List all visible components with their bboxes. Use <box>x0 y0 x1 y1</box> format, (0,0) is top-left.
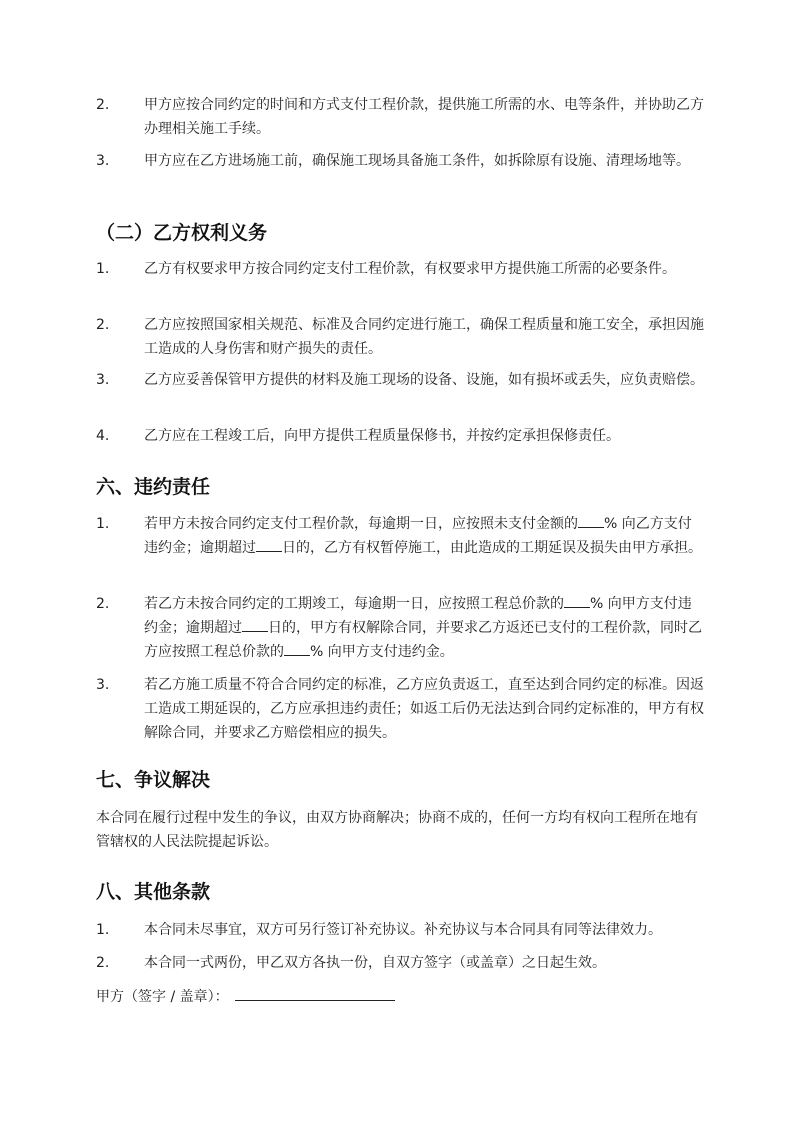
item-text: 甲方应在乙方进场施工前，确保施工现场具备施工条件，如拆除原有设施、清理场地等。 <box>144 153 690 169</box>
text-fragment: % 向乙方支付违约金；逾期超过 <box>144 516 692 556</box>
signature-label: 甲方（签字 / 盖章）： <box>96 989 229 1005</box>
item-text: 乙方应按照国家相关规范、标准及合同约定进行施工，确保工程质量和施工安全，承担因施工造成的人身伤害和财产损失的责任。 <box>144 317 704 357</box>
item-number: 3. <box>96 372 110 388</box>
fill-blank <box>564 593 590 608</box>
item-number: 1. <box>96 922 110 938</box>
list-item <box>96 149 706 173</box>
item-number: 1. <box>96 261 110 277</box>
list-item <box>96 368 706 392</box>
item-text: 乙方有权要求甲方按合同约定支付工程价款，有权要求甲方提供施工所需的必要条件。 <box>144 261 676 277</box>
list-item <box>96 918 706 942</box>
section-heading-dispute: 七、争议解决 <box>96 769 211 791</box>
text-fragment: 日的，乙方有权暂停施工，由此造成的工期延误及损失由甲方承担。 <box>282 540 702 556</box>
item-number: 3. <box>96 153 110 169</box>
section-heading-breach: 六、违约责任 <box>96 476 211 498</box>
item-text: 甲方应按合同约定的时间和方式支付工程价款，提供施工所需的水、电等条件，并协助乙方办理相关施工手续。 <box>144 97 704 137</box>
list-item <box>96 257 706 281</box>
item-text: 乙方应妥善保管甲方提供的材料及施工现场的设备、设施，如有损坏或丢失，应负责赔偿。 <box>144 372 704 388</box>
item-number: 4. <box>96 428 110 444</box>
item-number: 1. <box>96 516 110 532</box>
signature-line <box>96 984 706 1009</box>
item-text: 若乙方施工质量不符合合同约定的标准，乙方应负责返工，直至达到合同约定的标准。因返工造成工期延误的，乙方应承担违约责任；如返工后仍无法达到合同约定标准的，甲方有权解除合同，并要求乙方赔偿相应的损失。 <box>144 677 704 741</box>
list-item <box>96 592 706 664</box>
list-item <box>96 951 706 975</box>
fill-blank <box>242 617 268 632</box>
list-item <box>96 313 706 361</box>
item-number: 2. <box>96 596 110 612</box>
text-fragment: 日的，甲方有权解除合同，并要求乙方返还已支付的工程价款，同时乙方应按照工程总价款的 <box>144 620 702 660</box>
list-item <box>96 512 706 560</box>
list-item <box>96 673 706 745</box>
item-text: 乙方应在工程竣工后，向甲方提供工程质量保修书，并按约定承担保修责任。 <box>144 428 620 444</box>
fill-blank <box>578 513 604 528</box>
text-fragment: % 向甲方支付违约金。 <box>310 644 454 660</box>
text-fragment: 若乙方未按合同约定的工期竣工，每逾期一日，应按照工程总价款的 <box>144 596 564 612</box>
text-fragment: 若甲方未按合同约定支付工程价款，每逾期一日，应按照未支付金额的 <box>144 516 578 532</box>
item-number: 2. <box>96 317 110 333</box>
item-number: 2. <box>96 97 110 113</box>
list-item <box>96 424 706 448</box>
section-heading-yi-rights: （二）乙方权利义务 <box>96 222 268 244</box>
paragraph: 本合同在履行过程中发生的争议，由双方协商解决；协商不成的，任何一方均有权向工程所在地有管辖权的人民法院提起诉讼。 <box>96 810 698 850</box>
item-text: 本合同一式两份，甲乙双方各执一份，自双方签字（或盖章）之日起生效。 <box>144 955 606 971</box>
item-number: 2. <box>96 955 110 971</box>
section-heading-other: 八、其他条款 <box>96 881 211 903</box>
fill-blank <box>284 641 310 656</box>
list-item <box>96 93 706 141</box>
item-number: 3. <box>96 677 110 693</box>
fill-blank <box>256 537 282 552</box>
item-text <box>144 512 704 560</box>
item-text <box>144 592 704 664</box>
text-fragment: % 向甲方支付违约金；逾期超过 <box>144 596 692 636</box>
signature-blank <box>235 984 395 1001</box>
item-text: 本合同未尽事宜，双方可另行签订补充协议。补充协议与本合同具有同等法律效力。 <box>144 922 662 938</box>
